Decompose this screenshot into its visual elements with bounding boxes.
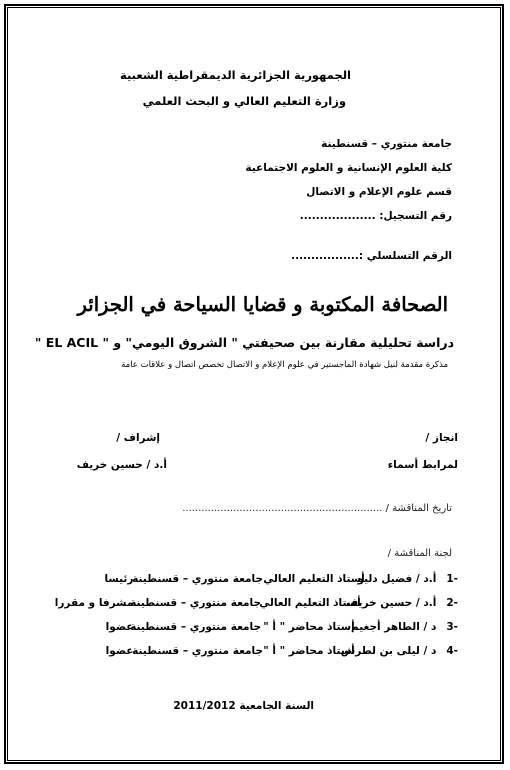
member-role: رئيسا bbox=[104, 573, 134, 585]
member-university: جامعة منتوري – قسنطينة bbox=[132, 573, 264, 585]
member-number: -3 bbox=[446, 621, 458, 633]
member-rank: أستاذ التعليم العالي bbox=[263, 573, 365, 585]
author-name: لمرابط أسماء bbox=[387, 459, 458, 471]
committee-row bbox=[106, 645, 458, 657]
author-label: انجاز / bbox=[425, 432, 458, 444]
academic-year: السنة الجامعية 2011/2012 bbox=[173, 700, 314, 712]
ministry-line: وزارة التعليم العالي و البحث العلمي bbox=[142, 94, 346, 108]
member-rank: أستاذ محاضر " أ " bbox=[263, 645, 355, 657]
member-university: جامعة منتوري – قسنطينة bbox=[130, 597, 262, 609]
member-name: أ.د / فضيل دليو bbox=[357, 573, 437, 585]
member-role: عضوا bbox=[105, 645, 134, 657]
member-number: -4 bbox=[446, 645, 458, 657]
serial-line: الرقم التسلسلي :................. bbox=[291, 250, 452, 262]
member-number: -1 bbox=[446, 573, 458, 585]
committee-row bbox=[55, 597, 458, 609]
thesis-subtitle: دراسة تحليلية مقارنة بين صحيفتي " الشروق اليومي" و " EL ACIL " bbox=[34, 335, 454, 350]
member-name: د / ليلى بن لطرش bbox=[340, 645, 437, 657]
defense-date: تاريخ المناقشة / ............................................................... bbox=[182, 503, 452, 514]
registration-line: رقم التسجيل: ................... bbox=[299, 210, 452, 222]
republic-line: الجمهورية الجزائرية الديمقراطية الشعبية bbox=[119, 68, 351, 82]
member-university: جامعة منتوري – قسنطينة bbox=[132, 645, 264, 657]
thesis-note: مذكرة مقدمة لنيل شهادة الماجستير في علوم الإعلام و الاتصال تخصص اتصال و علاقات عامة bbox=[121, 360, 448, 370]
supervisor-label: إشراف / bbox=[116, 432, 160, 444]
committee-row bbox=[104, 573, 458, 585]
committee-row bbox=[106, 621, 458, 633]
member-university: جامعة منتوري – قسنطينة bbox=[130, 621, 262, 633]
faculty-line: كلية العلوم الإنسانية و العلوم الاجتماعية bbox=[245, 162, 452, 174]
member-role: عضوا bbox=[105, 621, 134, 633]
member-name: د / الطاهر أجغيم bbox=[351, 621, 437, 633]
department-line: قسم علوم الإعلام و الاتصال bbox=[306, 186, 452, 198]
member-number: -2 bbox=[446, 597, 458, 609]
member-rank: أستاذ التعليم العالي bbox=[259, 597, 361, 609]
member-rank: أستاذ محاضر " أ " bbox=[263, 621, 355, 633]
member-role: مشرفا و مقررا bbox=[54, 597, 134, 609]
supervisor-name: أ.د / حسين خريف bbox=[76, 459, 167, 471]
university-line: جامعة منتوري – قسنطينة bbox=[321, 138, 452, 150]
member-name: أ.د / حسين خريف bbox=[346, 597, 437, 609]
committee-label: لجنة المناقشة / bbox=[387, 548, 452, 559]
thesis-title: الصحافة المكتوبة و قضايا السياحة في الجزائر bbox=[77, 293, 448, 316]
